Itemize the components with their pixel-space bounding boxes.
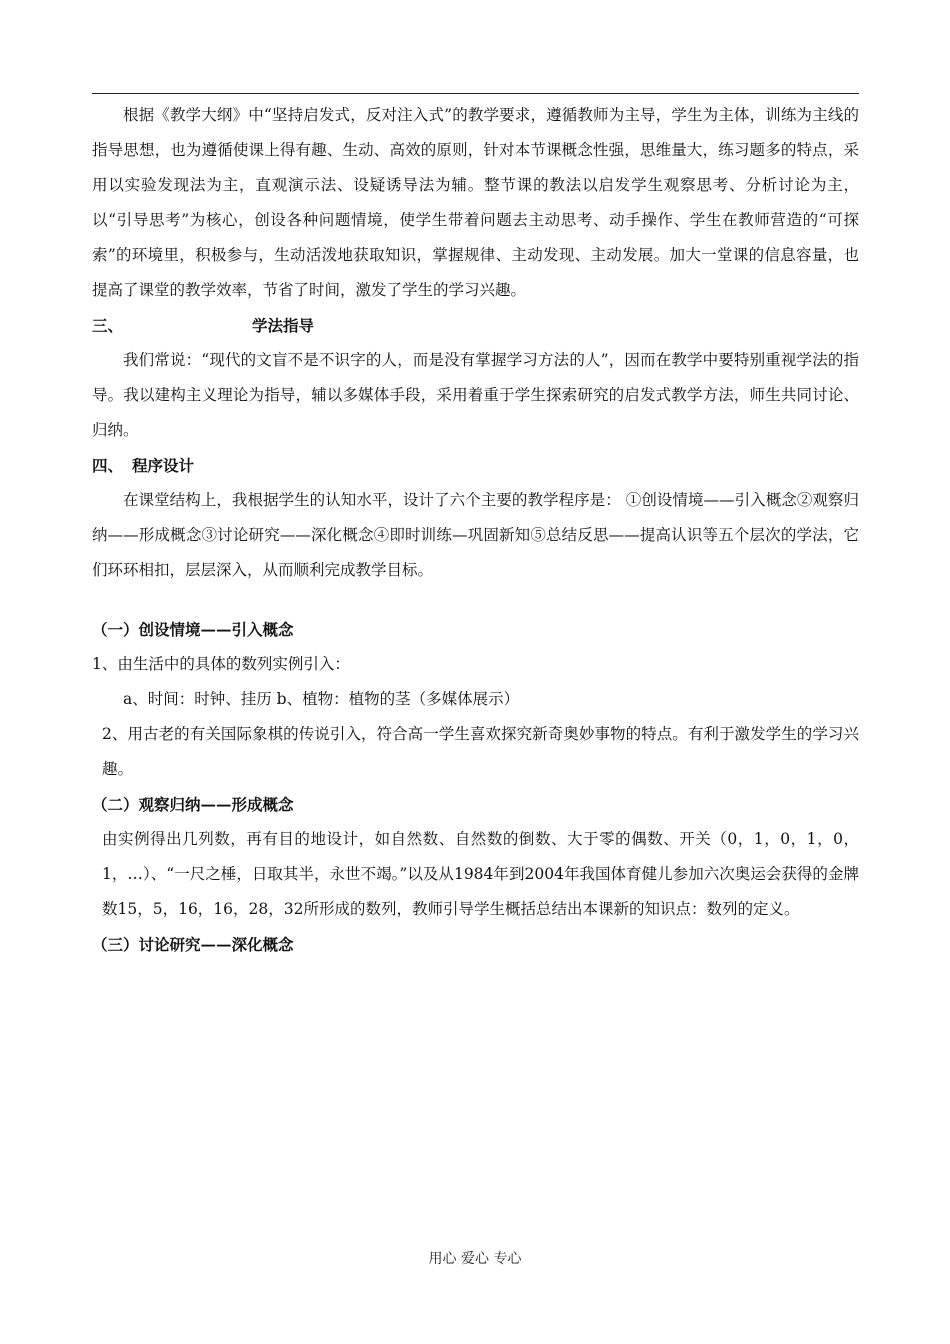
subsection-heading-3: （三）讨论研究——深化概念 — [92, 935, 294, 954]
page-footer: 用心 爱心 专心 — [428, 1251, 522, 1267]
list-subitem: a、时间：时钟、挂历 b、植物：植物的茎（多媒体展示） — [123, 690, 520, 708]
section-title: 程序设计 — [132, 456, 195, 475]
list-item: 2、用古老的有关国际象棋的传说引入，符合高一学生喜欢探究新奇奥妙事物的特点。有利于激发学生的学习兴趣。 — [102, 725, 859, 778]
section-number: 四、 — [92, 456, 124, 475]
list-item: 1、由生活中的具体的数列实例引入： — [92, 655, 350, 673]
section-title: 学法指导 — [252, 316, 315, 335]
observe-paragraph: 由实例得出几列数，再有目的地设计，如自然数、自然数的倒数、大于零的偶数、开关（0，1，0，1，0，1，…）、“一尺之棰，日取其半，永世不竭。”以及从1984年到2004年我国体育健儿参加六次奥运会获得的金牌数15，5，16，16，28，32所形成的数列，教师引导学生概括总结出本课新的知识点：数列的定义。 — [102, 830, 859, 918]
header-rule — [92, 93, 859, 94]
document-body — [92, 98, 859, 962]
subsection-heading-2: （二）观察归纳——形成概念 — [92, 795, 294, 814]
teaching-method-paragraph: 根据《教学大纲》中“坚持启发式，反对注入式”的教学要求，遵循教师为主导，学生为主体，训练为主线的指导思想，也为遵循使课上得有趣、生动、高效的原则，针对本节课概念性强，思维量大，练习题多的特点，采用以实验发现法为主，直观演示法、设疑诱导法为辅。整节课的教法以启发学生观察思考、分析讨论为主，以“引导思考”为核心，创设各种问题情境，使学生带着问题去主动思考、动手操作、学生在教师营造的“可探索”的环境里，积极参与，生动活泼地获取知识，掌握规律、主动发现、主动发展。加大一堂课的信息容量，也提高了课堂的教学效率，节省了时间，激发了学生的学习兴趣。 — [92, 106, 859, 299]
section-heading-procedure — [92, 448, 859, 483]
spacer — [92, 588, 859, 612]
study-guide-paragraph: 我们常说：“现代的文盲不是不识字的人，而是没有掌握学习方法的人”，因而在教学中要特别重视学法的指导。我以建构主义理论为指导，辅以多媒体手段，采用着重于学生探索研究的启发式教学方法，师生共同讨论、归纳。 — [92, 351, 859, 439]
procedure-paragraph: 在课堂结构上，我根据学生的认知水平，设计了六个主要的教学程序是： ①创设情境——引入概念②观察归纳——形成概念③讨论研究——深化概念④即时训练—巩固新知⑤总结反思——提高认识等五个层次的学法，它们环环相扣，层层深入，从而顺利完成教学目标。 — [92, 491, 859, 579]
subsection-heading-1: （一）创设情境——引入概念 — [92, 620, 294, 639]
section-heading-study-guide — [92, 308, 859, 343]
section-number: 三、 — [92, 316, 124, 335]
